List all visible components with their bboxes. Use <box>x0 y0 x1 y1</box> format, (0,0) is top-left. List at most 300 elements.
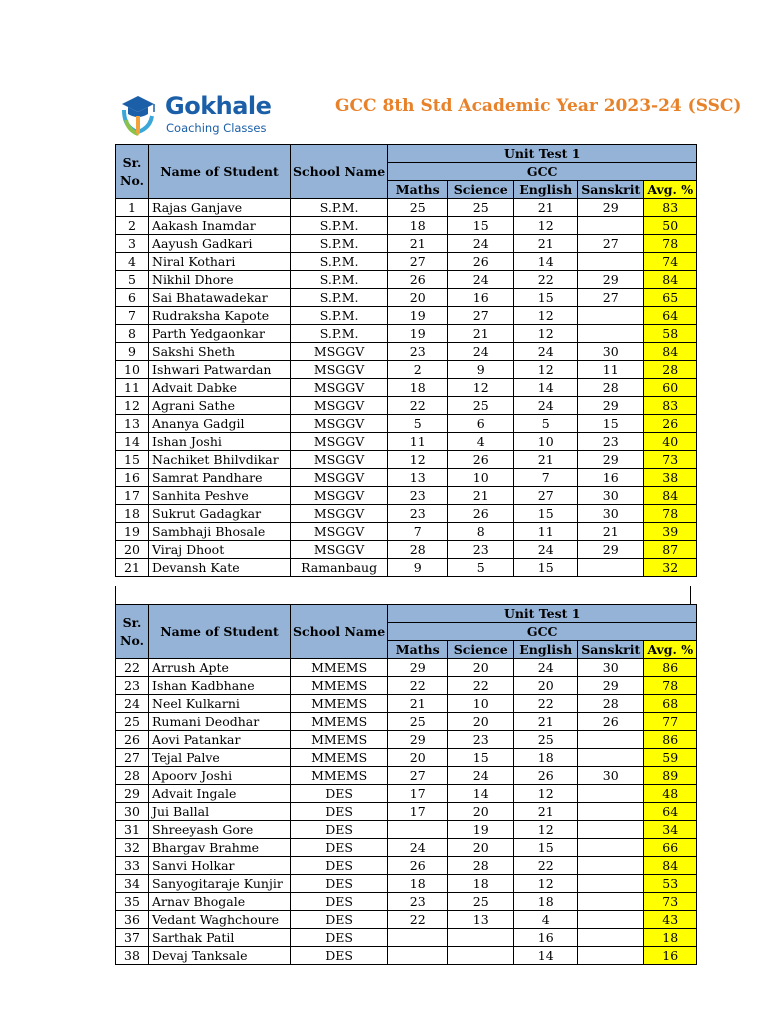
cell-sanskrit: 29 <box>578 271 644 289</box>
cell-school: DES <box>291 821 388 839</box>
header-gcc: GCC <box>388 623 697 641</box>
cell-sr-no: 29 <box>116 785 149 803</box>
results-table-1 <box>115 144 697 577</box>
table-spacer <box>115 586 691 604</box>
cell-school: MMEMS <box>291 731 388 749</box>
cell-sr-no: 28 <box>116 767 149 785</box>
cell-sr-no: 14 <box>116 433 149 451</box>
cell-science: 18 <box>448 875 514 893</box>
cell-sr-no: 25 <box>116 713 149 731</box>
cell-sanskrit <box>578 325 644 343</box>
cell-school: MSGGV <box>291 487 388 505</box>
cell-science <box>448 947 514 965</box>
cell-student-name: Sai Bhatawadekar <box>149 289 291 307</box>
cell-science: 24 <box>448 343 514 361</box>
cell-sanskrit: 16 <box>578 469 644 487</box>
cell-avg: 74 <box>644 253 697 271</box>
cell-avg: 26 <box>644 415 697 433</box>
cell-sanskrit <box>578 307 644 325</box>
cell-student-name: Agrani Sathe <box>149 397 291 415</box>
header-school: School Name <box>291 605 388 659</box>
cell-sr-no: 20 <box>116 541 149 559</box>
header-name: Name of Student <box>149 605 291 659</box>
cell-maths: 26 <box>388 271 448 289</box>
cell-school: DES <box>291 803 388 821</box>
cell-english: 21 <box>514 199 578 217</box>
cell-maths: 7 <box>388 523 448 541</box>
cell-avg: 40 <box>644 433 697 451</box>
table-row <box>116 803 697 821</box>
cell-student-name: Arrush Apte <box>149 659 291 677</box>
cell-maths: 25 <box>388 713 448 731</box>
cell-english: 26 <box>514 767 578 785</box>
cell-maths: 20 <box>388 749 448 767</box>
cell-science: 19 <box>448 821 514 839</box>
cell-avg: 64 <box>644 307 697 325</box>
cell-english: 12 <box>514 785 578 803</box>
cell-maths: 19 <box>388 307 448 325</box>
cell-maths: 27 <box>388 253 448 271</box>
header-sr-no: Sr. No. <box>116 145 149 199</box>
cell-english: 11 <box>514 523 578 541</box>
cell-student-name: Vedant Waghchoure <box>149 911 291 929</box>
header-science: Science <box>448 641 514 659</box>
cell-avg: 34 <box>644 821 697 839</box>
cell-school: MSGGV <box>291 505 388 523</box>
cell-school: MSGGV <box>291 397 388 415</box>
cell-maths <box>388 821 448 839</box>
cell-science: 27 <box>448 307 514 325</box>
cell-avg: 73 <box>644 893 697 911</box>
cell-avg: 38 <box>644 469 697 487</box>
cell-maths: 23 <box>388 893 448 911</box>
cell-maths: 12 <box>388 451 448 469</box>
cell-student-name: Nikhil Dhore <box>149 271 291 289</box>
header-maths: Maths <box>388 641 448 659</box>
cell-avg: 84 <box>644 487 697 505</box>
cell-sr-no: 35 <box>116 893 149 911</box>
cell-sr-no: 16 <box>116 469 149 487</box>
cell-sr-no: 12 <box>116 397 149 415</box>
table-row <box>116 541 697 559</box>
cell-school: MMEMS <box>291 695 388 713</box>
table-row <box>116 199 697 217</box>
cell-sr-no: 21 <box>116 559 149 577</box>
cell-maths: 29 <box>388 659 448 677</box>
cell-maths: 18 <box>388 217 448 235</box>
table-row <box>116 217 697 235</box>
cell-maths: 22 <box>388 397 448 415</box>
cell-english: 20 <box>514 677 578 695</box>
cell-sr-no: 18 <box>116 505 149 523</box>
page-title: GCC 8th Std Academic Year 2023-24 (SSC) <box>335 96 742 116</box>
cell-student-name: Aayush Gadkari <box>149 235 291 253</box>
cell-sr-no: 36 <box>116 911 149 929</box>
cell-english: 18 <box>514 749 578 767</box>
cell-english: 27 <box>514 487 578 505</box>
cell-maths: 13 <box>388 469 448 487</box>
cell-maths <box>388 947 448 965</box>
cell-school: DES <box>291 875 388 893</box>
cell-sanskrit: 15 <box>578 415 644 433</box>
cell-maths: 24 <box>388 839 448 857</box>
cell-student-name: Apoorv Joshi <box>149 767 291 785</box>
cell-school: MMEMS <box>291 659 388 677</box>
header-english: English <box>514 641 578 659</box>
brand-subtitle: Coaching Classes <box>166 121 267 135</box>
cell-avg: 86 <box>644 659 697 677</box>
cell-english: 16 <box>514 929 578 947</box>
table-row <box>116 361 697 379</box>
header-sanskrit: Sanskrit <box>578 641 644 659</box>
table-row <box>116 677 697 695</box>
cell-avg: 84 <box>644 343 697 361</box>
cell-science: 26 <box>448 253 514 271</box>
cell-sanskrit <box>578 947 644 965</box>
cell-student-name: Sanvi Holkar <box>149 857 291 875</box>
header-name: Name of Student <box>149 145 291 199</box>
cell-english: 12 <box>514 325 578 343</box>
cell-maths: 27 <box>388 767 448 785</box>
table-row <box>116 289 697 307</box>
cell-avg: 78 <box>644 505 697 523</box>
cell-student-name: Rumani Deodhar <box>149 713 291 731</box>
cell-student-name: Sanhita Peshve <box>149 487 291 505</box>
cell-maths: 23 <box>388 505 448 523</box>
cell-avg: 43 <box>644 911 697 929</box>
cell-science: 5 <box>448 559 514 577</box>
cell-avg: 78 <box>644 235 697 253</box>
cell-avg: 68 <box>644 695 697 713</box>
table-body <box>116 199 697 577</box>
cell-maths: 23 <box>388 487 448 505</box>
cell-school: MSGGV <box>291 415 388 433</box>
cell-avg: 73 <box>644 451 697 469</box>
cell-school: MSGGV <box>291 451 388 469</box>
cell-maths: 17 <box>388 803 448 821</box>
cell-maths: 18 <box>388 875 448 893</box>
cell-student-name: Viraj Dhoot <box>149 541 291 559</box>
cell-maths: 18 <box>388 379 448 397</box>
cell-avg: 58 <box>644 325 697 343</box>
table-row <box>116 379 697 397</box>
cell-english: 24 <box>514 343 578 361</box>
cell-maths: 17 <box>388 785 448 803</box>
table-row <box>116 659 697 677</box>
cell-student-name: Arnav Bhogale <box>149 893 291 911</box>
cell-avg: 18 <box>644 929 697 947</box>
cell-avg: 87 <box>644 541 697 559</box>
graduation-cap-pencil-icon <box>118 92 162 140</box>
header-unit-test: Unit Test 1 <box>388 605 697 623</box>
cell-science: 4 <box>448 433 514 451</box>
cell-avg: 32 <box>644 559 697 577</box>
cell-maths: 5 <box>388 415 448 433</box>
cell-school: S.P.M. <box>291 199 388 217</box>
cell-english: 14 <box>514 379 578 397</box>
cell-school: Ramanbaug <box>291 559 388 577</box>
cell-student-name: Sambhaji Bhosale <box>149 523 291 541</box>
table-row <box>116 469 697 487</box>
cell-english: 22 <box>514 857 578 875</box>
table-row <box>116 875 697 893</box>
cell-sanskrit: 27 <box>578 235 644 253</box>
cell-english: 5 <box>514 415 578 433</box>
cell-sanskrit: 29 <box>578 199 644 217</box>
cell-student-name: Tejal Palve <box>149 749 291 767</box>
cell-student-name: Shreeyash Gore <box>149 821 291 839</box>
table-row <box>116 559 697 577</box>
cell-sr-no: 11 <box>116 379 149 397</box>
header-maths: Maths <box>388 181 448 199</box>
cell-science: 23 <box>448 541 514 559</box>
cell-school: DES <box>291 857 388 875</box>
cell-english: 15 <box>514 289 578 307</box>
cell-school: S.P.M. <box>291 253 388 271</box>
cell-science: 15 <box>448 217 514 235</box>
cell-sr-no: 17 <box>116 487 149 505</box>
cell-student-name: Samrat Pandhare <box>149 469 291 487</box>
cell-student-name: Sanyogitaraje Kunjir <box>149 875 291 893</box>
cell-science: 20 <box>448 713 514 731</box>
cell-avg: 78 <box>644 677 697 695</box>
cell-science: 14 <box>448 785 514 803</box>
cell-sr-no: 10 <box>116 361 149 379</box>
cell-school: DES <box>291 947 388 965</box>
cell-sanskrit <box>578 217 644 235</box>
cell-english: 7 <box>514 469 578 487</box>
cell-science: 25 <box>448 199 514 217</box>
cell-english: 12 <box>514 821 578 839</box>
cell-maths: 21 <box>388 695 448 713</box>
table-row <box>116 451 697 469</box>
cell-english: 25 <box>514 731 578 749</box>
cell-english: 24 <box>514 659 578 677</box>
cell-science: 25 <box>448 893 514 911</box>
cell-avg: 66 <box>644 839 697 857</box>
cell-student-name: Devansh Kate <box>149 559 291 577</box>
cell-maths: 2 <box>388 361 448 379</box>
cell-student-name: Advait Dabke <box>149 379 291 397</box>
cell-science: 16 <box>448 289 514 307</box>
cell-science: 13 <box>448 911 514 929</box>
cell-sanskrit: 29 <box>578 677 644 695</box>
table-row <box>116 947 697 965</box>
cell-sanskrit: 30 <box>578 505 644 523</box>
cell-avg: 84 <box>644 857 697 875</box>
cell-sr-no: 33 <box>116 857 149 875</box>
table-row <box>116 433 697 451</box>
header-english: English <box>514 181 578 199</box>
cell-sr-no: 5 <box>116 271 149 289</box>
cell-sanskrit: 30 <box>578 487 644 505</box>
cell-sanskrit <box>578 749 644 767</box>
cell-sanskrit: 30 <box>578 767 644 785</box>
cell-science: 9 <box>448 361 514 379</box>
cell-sr-no: 22 <box>116 659 149 677</box>
cell-science: 26 <box>448 505 514 523</box>
cell-sanskrit <box>578 911 644 929</box>
cell-sr-no: 24 <box>116 695 149 713</box>
cell-sr-no: 9 <box>116 343 149 361</box>
cell-sr-no: 38 <box>116 947 149 965</box>
cell-sanskrit: 27 <box>578 289 644 307</box>
cell-sanskrit: 30 <box>578 659 644 677</box>
table-row <box>116 911 697 929</box>
cell-school: DES <box>291 911 388 929</box>
cell-sr-no: 8 <box>116 325 149 343</box>
table-row <box>116 695 697 713</box>
cell-sr-no: 6 <box>116 289 149 307</box>
cell-sr-no: 23 <box>116 677 149 695</box>
cell-sanskrit: 29 <box>578 541 644 559</box>
cell-science: 15 <box>448 749 514 767</box>
header-school: School Name <box>291 145 388 199</box>
table-row <box>116 767 697 785</box>
cell-student-name: Ishan Joshi <box>149 433 291 451</box>
cell-sr-no: 7 <box>116 307 149 325</box>
brand-name: Gokhale <box>165 92 272 120</box>
table-row <box>116 415 697 433</box>
table-body <box>116 659 697 965</box>
table-row <box>116 713 697 731</box>
cell-english: 21 <box>514 235 578 253</box>
cell-english: 22 <box>514 695 578 713</box>
cell-science: 21 <box>448 325 514 343</box>
cell-sanskrit <box>578 875 644 893</box>
cell-english: 12 <box>514 361 578 379</box>
cell-avg: 77 <box>644 713 697 731</box>
cell-english: 18 <box>514 893 578 911</box>
cell-maths: 9 <box>388 559 448 577</box>
cell-science: 28 <box>448 857 514 875</box>
cell-student-name: Ishan Kadbhane <box>149 677 291 695</box>
header-sanskrit: Sanskrit <box>578 181 644 199</box>
cell-english: 14 <box>514 947 578 965</box>
cell-english: 12 <box>514 307 578 325</box>
cell-avg: 64 <box>644 803 697 821</box>
cell-maths: 22 <box>388 911 448 929</box>
cell-school: MSGGV <box>291 343 388 361</box>
cell-school: MMEMS <box>291 677 388 695</box>
cell-maths: 21 <box>388 235 448 253</box>
cell-student-name: Ishwari Patwardan <box>149 361 291 379</box>
table-row <box>116 857 697 875</box>
cell-student-name: Sarthak Patil <box>149 929 291 947</box>
cell-student-name: Sukrut Gadagkar <box>149 505 291 523</box>
cell-sr-no: 31 <box>116 821 149 839</box>
cell-student-name: Parth Yedgaonkar <box>149 325 291 343</box>
cell-english: 14 <box>514 253 578 271</box>
cell-avg: 83 <box>644 199 697 217</box>
cell-avg: 83 <box>644 397 697 415</box>
cell-student-name: Nachiket Bhilvdikar <box>149 451 291 469</box>
cell-sanskrit <box>578 253 644 271</box>
cell-student-name: Sakshi Sheth <box>149 343 291 361</box>
cell-sr-no: 4 <box>116 253 149 271</box>
cell-science: 21 <box>448 487 514 505</box>
cell-sanskrit <box>578 731 644 749</box>
cell-sanskrit: 26 <box>578 713 644 731</box>
cell-sanskrit: 28 <box>578 695 644 713</box>
cell-student-name: Advait Ingale <box>149 785 291 803</box>
cell-sr-no: 15 <box>116 451 149 469</box>
cell-science: 20 <box>448 659 514 677</box>
cell-sanskrit <box>578 785 644 803</box>
cell-student-name: Devaj Tanksale <box>149 947 291 965</box>
cell-sanskrit <box>578 893 644 911</box>
cell-sr-no: 13 <box>116 415 149 433</box>
cell-english: 15 <box>514 839 578 857</box>
cell-science <box>448 929 514 947</box>
table-row <box>116 523 697 541</box>
cell-avg: 53 <box>644 875 697 893</box>
cell-maths: 28 <box>388 541 448 559</box>
cell-science: 12 <box>448 379 514 397</box>
cell-sanskrit <box>578 821 644 839</box>
cell-sanskrit: 29 <box>578 451 644 469</box>
cell-sr-no: 37 <box>116 929 149 947</box>
table-row <box>116 271 697 289</box>
header-avg: Avg. % <box>644 181 697 199</box>
cell-science: 20 <box>448 839 514 857</box>
cell-science: 25 <box>448 397 514 415</box>
header-avg: Avg. % <box>644 641 697 659</box>
table-row <box>116 253 697 271</box>
table-row <box>116 487 697 505</box>
cell-science: 24 <box>448 767 514 785</box>
cell-english: 24 <box>514 541 578 559</box>
cell-science: 24 <box>448 271 514 289</box>
cell-avg: 39 <box>644 523 697 541</box>
cell-school: S.P.M. <box>291 289 388 307</box>
cell-avg: 86 <box>644 731 697 749</box>
cell-sanskrit <box>578 559 644 577</box>
cell-sanskrit: 21 <box>578 523 644 541</box>
cell-sr-no: 27 <box>116 749 149 767</box>
cell-sr-no: 1 <box>116 199 149 217</box>
cell-sanskrit: 11 <box>578 361 644 379</box>
table-row <box>116 325 697 343</box>
cell-science: 10 <box>448 469 514 487</box>
cell-school: MSGGV <box>291 523 388 541</box>
cell-maths: 23 <box>388 343 448 361</box>
cell-maths: 22 <box>388 677 448 695</box>
table-row <box>116 929 697 947</box>
cell-avg: 59 <box>644 749 697 767</box>
cell-avg: 28 <box>644 361 697 379</box>
cell-sr-no: 32 <box>116 839 149 857</box>
cell-sr-no: 34 <box>116 875 149 893</box>
table-row <box>116 749 697 767</box>
cell-student-name: Ananya Gadgil <box>149 415 291 433</box>
cell-student-name: Rajas Ganjave <box>149 199 291 217</box>
cell-english: 15 <box>514 505 578 523</box>
results-table-2 <box>115 604 697 965</box>
table-row <box>116 505 697 523</box>
cell-english: 21 <box>514 803 578 821</box>
cell-sanskrit: 23 <box>578 433 644 451</box>
cell-student-name: Aovi Patankar <box>149 731 291 749</box>
cell-school: S.P.M. <box>291 271 388 289</box>
cell-student-name: Bhargav Brahme <box>149 839 291 857</box>
cell-science: 23 <box>448 731 514 749</box>
cell-student-name: Neel Kulkarni <box>149 695 291 713</box>
cell-student-name: Niral Kothari <box>149 253 291 271</box>
cell-science: 6 <box>448 415 514 433</box>
cell-school: MSGGV <box>291 361 388 379</box>
cell-science: 10 <box>448 695 514 713</box>
